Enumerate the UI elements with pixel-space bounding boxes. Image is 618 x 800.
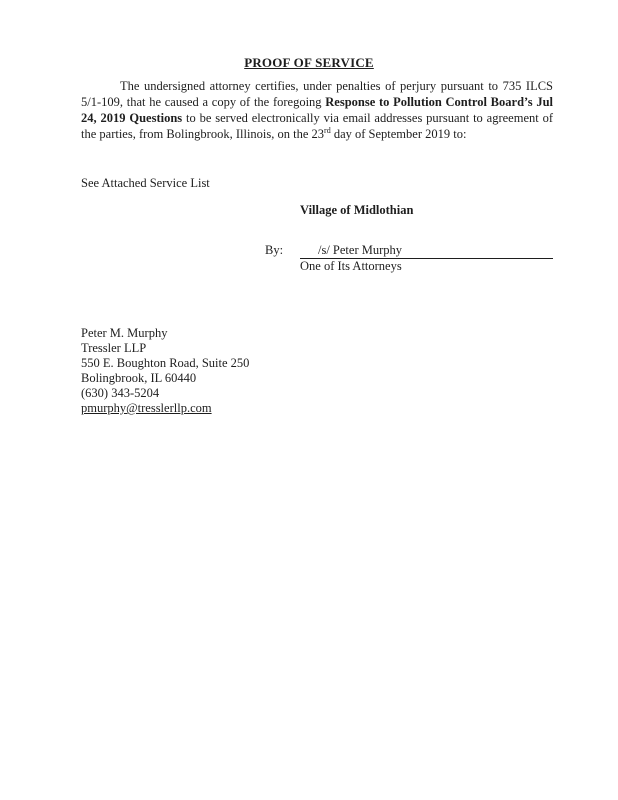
firm-name: Tressler LLP	[81, 341, 147, 355]
address-line-2: Bolingbrook, IL 60440	[81, 371, 197, 385]
ordinal-suffix: rd	[324, 125, 331, 135]
attorney-contact-block	[81, 326, 249, 416]
signature-text: /s/ Peter Murphy	[318, 243, 403, 257]
phone-number: (630) 343-5204	[81, 386, 160, 400]
paragraph-middle: to be served electronically via email addresses pursuant to agreement of the parties, from Bolingbrook, Illinois, on the 23	[81, 111, 553, 141]
signature-line	[300, 243, 553, 259]
signature-role: One of Its Attorneys	[300, 259, 402, 273]
address-line-1: 550 E. Boughton Road, Suite 250	[81, 356, 250, 370]
certification-paragraph	[81, 78, 553, 142]
served-document-title: Response to Pollution Control Board’s Jul 24, 2019 Questions	[81, 95, 553, 125]
signature-organization: Village of Midlothian	[300, 203, 414, 217]
email-link[interactable]: pmurphy@tresslerllp.com	[81, 401, 212, 415]
document-title: PROOF OF SERVICE	[244, 55, 374, 70]
service-list-note: See Attached Service List	[81, 176, 210, 190]
paragraph-intro: The undersigned attorney certifies, under penalties of perjury pursuant to 735 ILCS 5/1-109, that he caused a copy of the foregoing	[81, 79, 553, 109]
attorney-name: Peter M. Murphy	[81, 326, 168, 340]
signature-by-label: By:	[265, 243, 284, 257]
paragraph-ending: day of September 2019 to:	[330, 127, 467, 141]
